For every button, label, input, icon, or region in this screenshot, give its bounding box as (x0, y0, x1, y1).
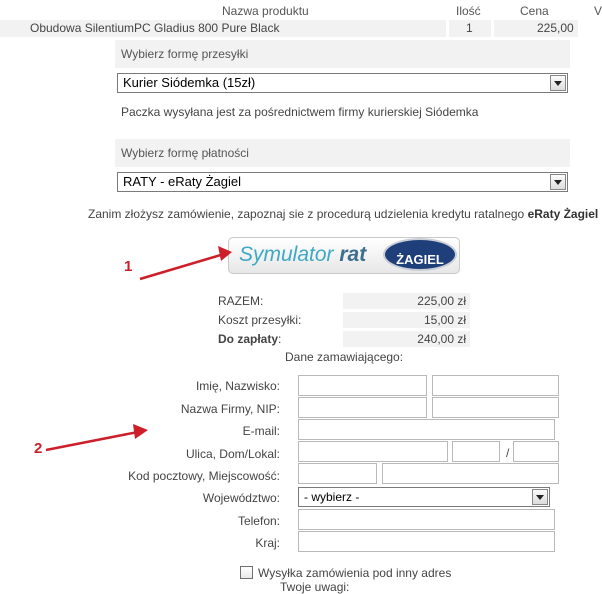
city-input[interactable] (382, 463, 559, 484)
phone-label: Telefon: (237, 514, 280, 528)
shipping-label: Wybierz formę przesyłki (115, 40, 570, 68)
company-input[interactable] (298, 397, 427, 418)
credit-note-text: Zanim złożysz zamówienie, zapoznaj sie z procedurą udzielenia kredytu ratalnego (88, 207, 528, 221)
email-label: E-mail: (242, 424, 280, 438)
simulator-label-bold: rat (339, 243, 367, 266)
house-number-input[interactable] (452, 441, 500, 462)
province-label: Województwo: (202, 491, 280, 505)
col-header-extra: V (594, 4, 602, 18)
province-select[interactable] (298, 487, 550, 507)
street-slash: / (506, 446, 510, 460)
product-price: 225,00 (537, 21, 574, 35)
product-name: Obudowa SilentiumPC Gladius 800 Pure Black (30, 21, 280, 35)
postal-label: Kod pocztowy, Miejscowość: (128, 469, 280, 483)
summary-total-value: 225,00 zł (343, 293, 470, 309)
form-heading: Dane zamawiającego: (285, 350, 404, 364)
country-label: Kraj: (255, 536, 280, 550)
summary-pay-label: Do zapłaty: (218, 332, 282, 346)
shipping-note: Paczka wysyłana jest za pośrednictwem firmy kurierskiej Siódemka (121, 105, 479, 119)
summary-shipping-value: 15,00 zł (343, 312, 470, 328)
summary-total-label: RAZEM: (218, 294, 264, 308)
annotation-number-1: 1 (124, 258, 133, 275)
nip-input[interactable] (432, 397, 559, 418)
shipping-selected-value: Kurier Siódemka (15zł) (123, 75, 256, 90)
province-selected-value: - wybierz - (304, 490, 360, 504)
street-label: Ulica, Dom/Lokal: (185, 447, 280, 461)
col-header-product: Nazwa produktu (222, 4, 309, 18)
phone-input[interactable] (298, 509, 555, 530)
col-header-price: Cena (520, 4, 549, 18)
annotation-number-2: 2 (34, 440, 43, 457)
other-address-checkbox[interactable] (240, 566, 253, 579)
col-header-qty: Ilość (456, 4, 481, 18)
email-input[interactable] (298, 419, 555, 440)
street-input[interactable] (298, 441, 448, 462)
name-label: Imię, Nazwisko: (195, 379, 280, 393)
payment-label: Wybierz formę płatności (115, 139, 570, 167)
last-name-input[interactable] (432, 375, 559, 396)
company-label: Nazwa Firmy, NIP: (180, 402, 280, 416)
zagiel-logo-text: ŻAGIEL (396, 252, 444, 267)
summary-shipping-label: Koszt przesyłki: (218, 313, 302, 327)
simulator-label-main: Symulator (239, 243, 340, 266)
product-qty: 1 (466, 21, 473, 35)
flat-number-input[interactable] (513, 441, 559, 462)
chevron-down-icon[interactable] (532, 489, 548, 505)
credit-note-bold[interactable]: eRaty Żagiel (527, 207, 599, 221)
summary-pay-value: 240,00 zł (343, 331, 470, 347)
payment-selected-value: RATY - eRaty Żagiel (123, 174, 242, 189)
first-name-input[interactable] (298, 375, 427, 396)
country-input[interactable] (298, 531, 555, 552)
summary-pay-label-bold: Do zapłaty (218, 332, 279, 346)
notes-label: Twoje uwagi: (280, 580, 350, 594)
other-address-label: Wysyłka zamówienia pod inny adres (258, 566, 452, 580)
postal-code-input[interactable] (298, 463, 377, 484)
